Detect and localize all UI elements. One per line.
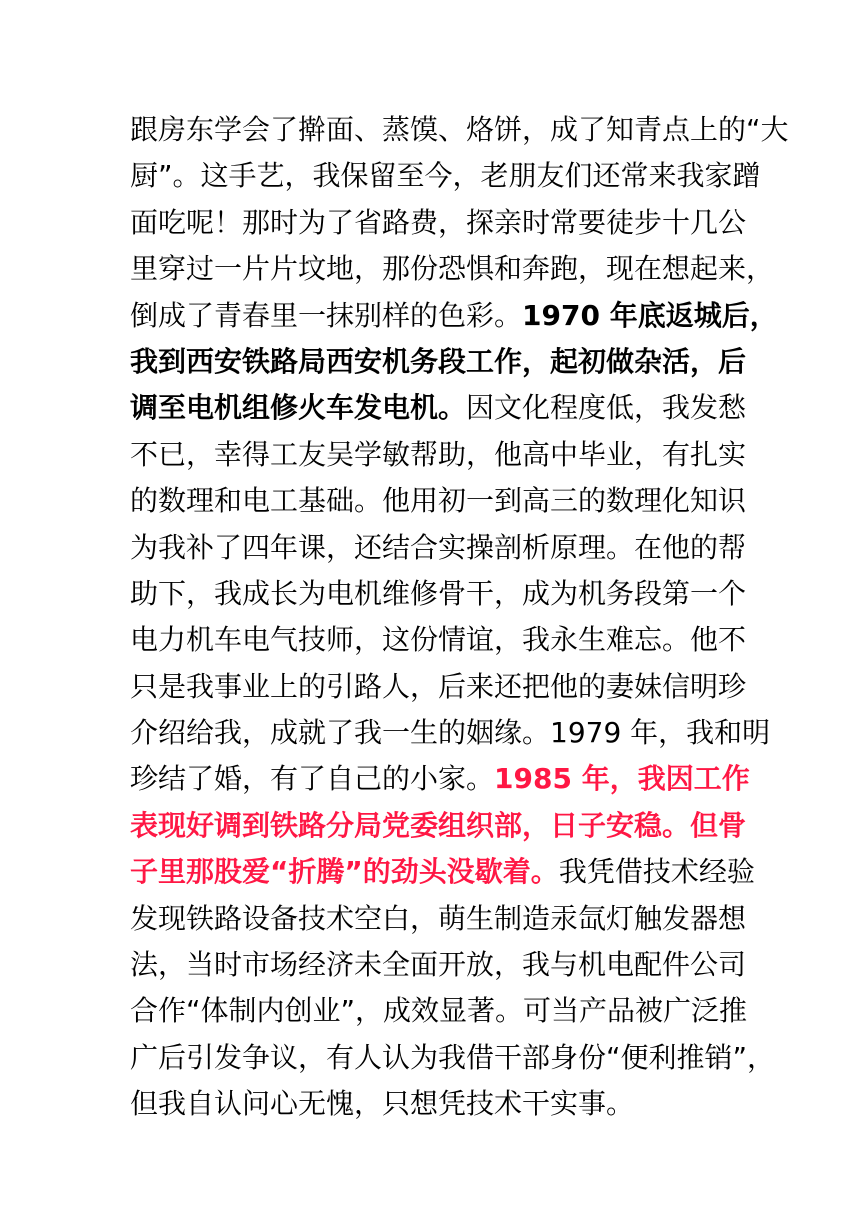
text-line [130,200,747,246]
body-text: 介绍给我，成就了我一生的姻缘。1979 年，我和明 [130,716,771,750]
body-text: 因文化程度低，我发愁 [466,391,747,425]
body-text: 珍结了婚，有了自己的小家。 [130,762,495,796]
text-line [130,710,771,756]
body-text: 的数理和电工基础。他用初一到高三的数理化知识 [130,484,747,518]
body-text: 为我补了四年课，还结合实操剖析原理。在他的帮 [130,530,747,564]
text-line [130,1035,776,1081]
body-text: 里穿过一片片坟地，那份恐惧和奔跑，现在想起来， [130,252,775,286]
highlighted-text: 表现好调到铁路分局党委组织部，日子安稳。但骨 [130,808,747,842]
body-text: 跟房东学会了擀面、蒸馍、烙饼，成了知青点上的“大 [130,113,789,146]
text-line [130,571,747,617]
text-line [130,525,747,571]
text-line [130,803,747,849]
text-line [130,896,747,942]
body-text: 发现铁路设备技术空白，萌生制造汞氙灯触发器想 [130,901,747,935]
body-text: 我凭借技术经验 [558,855,755,889]
body-text: 电力机车电气技师，这份情谊，我永生难忘。他不 [130,623,747,657]
bold-text: 1970 年底返城后， [522,298,778,332]
text-line [130,664,747,710]
text-line [130,942,747,988]
text-line [130,432,747,478]
body-text: 倒成了青春里一抹别样的色彩。 [130,298,523,332]
article-body [130,107,789,1128]
body-text: 不已，幸得工友吴学敏帮助，他高中毕业，有扎实 [130,437,747,471]
text-line [130,1081,730,1127]
text-line [130,988,748,1034]
bold-text: 调至电机组修火车发电机。 [130,391,467,425]
body-text: 合作“体制内创业”，成效显著。可当产品被广泛推 [130,994,748,1028]
text-line [130,107,789,153]
body-text: 厨”。这手艺，我保留至今，老朋友们还常来我家蹭 [130,159,761,193]
text-line [130,246,775,292]
text-line [130,849,755,895]
text-line [130,756,750,802]
text-line [130,617,747,663]
text-line [130,153,761,199]
body-text: 只是我事业上的引路人，后来还把他的妻妹信明珍 [130,669,747,703]
highlighted-text: 1985 年，我因工作 [494,762,750,796]
body-text: 但我自认问心无愧，只想凭技术干实事。 [130,1087,635,1121]
highlighted-text: 子里那股爱“折腾”的劲头没歇着。 [130,855,559,889]
body-text: 面吃呢！那时为了省路费，探亲时常要徒步十几公 [130,205,747,239]
bold-text: 我到西安铁路局西安机务段工作，起初做杂活，后 [130,344,747,378]
text-line [130,339,747,385]
text-line [130,385,747,431]
body-text: 广后引发争议，有人认为我借干部身份“便利推销”， [130,1040,776,1074]
body-text: 助下，我成长为电机维修骨干，成为机务段第一个 [130,576,747,610]
text-line [130,478,747,524]
body-text: 法，当时市场经济未全面开放，我与机电配件公司 [130,948,747,982]
text-line [130,293,778,339]
